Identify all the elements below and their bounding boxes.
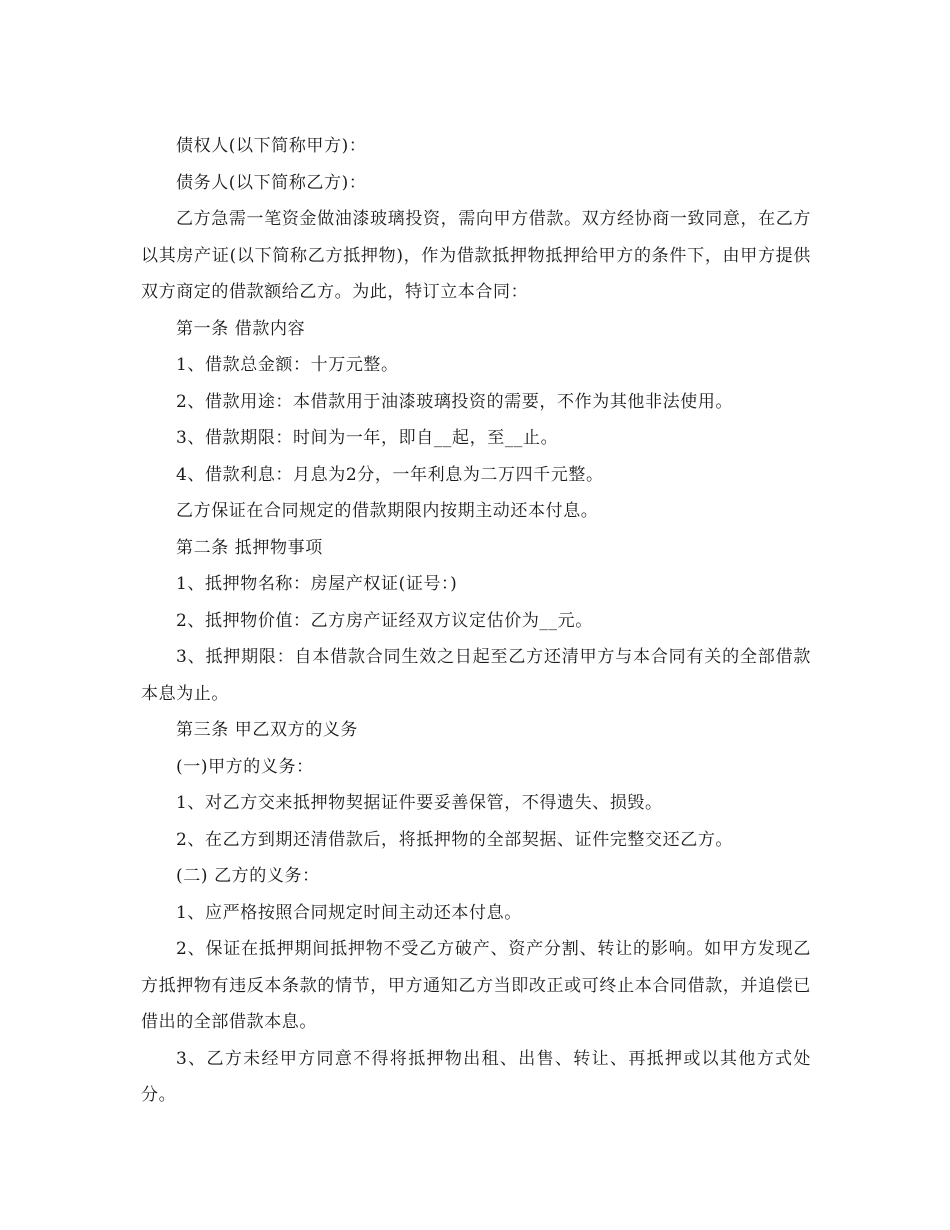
article-2-item-1: 1、抵押物名称：房屋产权证(证号：) xyxy=(176,574,458,594)
article-2-heading: 第二条 抵押物事项 xyxy=(176,537,323,558)
creditor-line: 债权人(以下简称甲方)： xyxy=(176,136,367,156)
article-1-heading: 第一条 借款内容 xyxy=(176,318,306,339)
article-2-item-3: 3、抵押期限：自本借款合同生效之日起至乙方还清甲方与本合同有关的全部借款本息为止。 xyxy=(141,647,811,704)
article-1-item-1: 1、借款总金额：十万元整。 xyxy=(176,355,399,375)
party-a-duties-heading: (一)甲方的义务： xyxy=(176,756,314,777)
article-1-item-3: 3、借款期限：时间为一年，即自__起，至__止。 xyxy=(176,428,559,448)
article-2-item-2: 2、抵押物价值：乙方房产证经双方议定估价为__元。 xyxy=(176,610,593,631)
article-1-guarantee: 乙方保证在合同规定的借款期限内按期主动还本付息。 xyxy=(176,501,599,521)
debtor-line: 债务人(以下简称乙方)： xyxy=(176,172,367,193)
article-1-item-2: 2、借款用途：本借款用于油漆玻璃投资的需要，不作为其他非法使用。 xyxy=(176,391,734,412)
party-b-duty-3: 3、乙方未经甲方同意不得将抵押物出租、出售、转让、再抵押或以其他方式处分。 xyxy=(141,1048,811,1105)
party-b-duties-heading: (二) 乙方的义务： xyxy=(176,866,320,886)
party-a-duty-1: 1、对乙方交来抵押物契据证件要妥善保管，不得遗失、损毁。 xyxy=(176,793,663,813)
contract-body xyxy=(141,128,811,1114)
party-b-duty-1: 1、应严格按照合同规定时间主动还本付息。 xyxy=(176,902,522,923)
party-a-duty-2: 2、在乙方到期还清借款后，将抵押物的全部契据、证件完整交还乙方。 xyxy=(176,829,734,850)
preamble-paragraph: 乙方急需一笔资金做油漆玻璃投资，需向甲方借款。双方经协商一致同意，在乙方以其房产证(以下简称乙方抵押物)，作为借款抵押物抵押给甲方的条件下，由甲方提供双方商定的借款额给乙方。为此，特订立本合同： xyxy=(141,209,811,302)
party-b-duty-2: 2、保证在抵押期间抵押物不受乙方破产、资产分割、转让的影响。如甲方发现乙方抵押物有违反本条款的情节，甲方通知乙方当即改正或可终止本合同借款，并追偿已借出的全部借款本息。 xyxy=(141,939,811,1032)
article-1-item-4: 4、借款利息：月息为2分，一年利息为二万四千元整。 xyxy=(176,464,604,485)
article-3-heading: 第三条 甲乙双方的义务 xyxy=(176,720,359,740)
